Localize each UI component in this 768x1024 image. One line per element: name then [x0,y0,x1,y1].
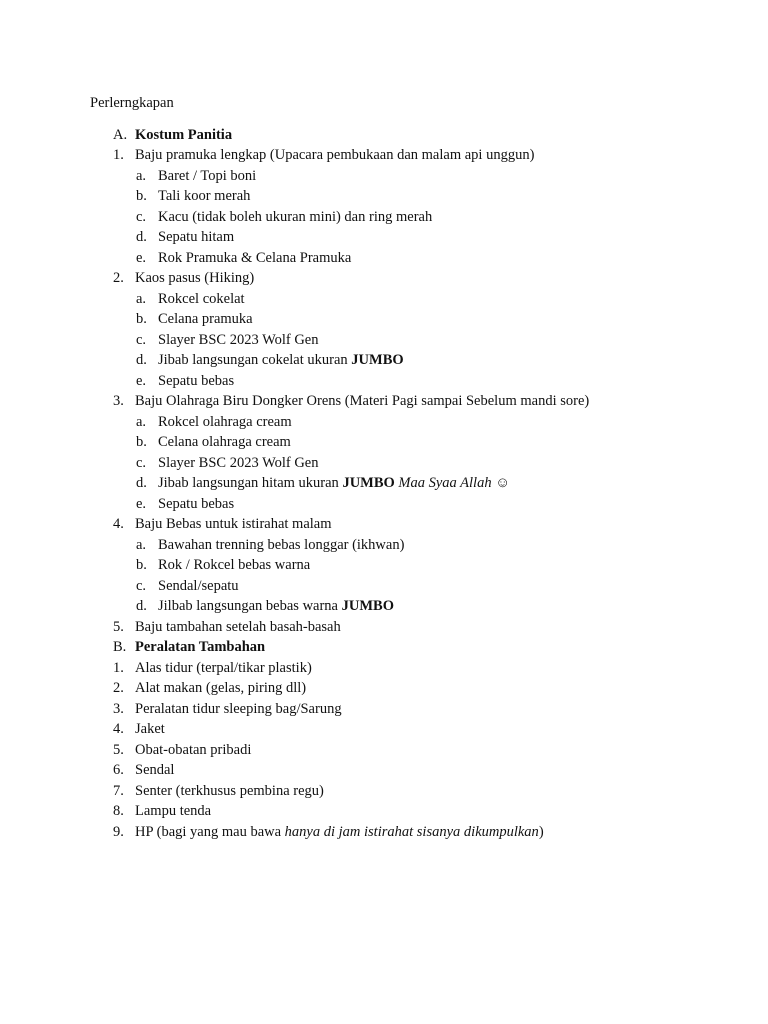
subitem-text: Sepatu hitam [158,229,235,245]
list-item-text [135,822,544,843]
subitem-text: Jilbab langsungan bebas warna [158,598,342,614]
list-marker: 1. [113,659,124,676]
subitem-text: Sepatu bebas [158,495,235,512]
list-item-text [158,555,310,576]
subitem-text: Jibab langsungan hitam ukuran [158,475,343,491]
subitem-bold-text: JUMBO [351,352,404,368]
list-item-text [158,350,404,371]
subitem-text: Rokcel cokelat [158,290,245,307]
subitem-text: Baret / Topi boni [158,167,257,184]
list-item-text [158,330,318,351]
list-marker: e. [136,249,147,266]
list-marker: 5. [113,618,124,635]
list-marker: B. [113,639,127,655]
list-marker: 1. [113,147,124,163]
list-item-text [158,473,510,494]
list-item-text [158,432,291,453]
list-item-text [158,412,292,433]
list-marker: b. [136,434,147,450]
item-text: Lampu tenda [135,803,212,819]
list-marker: A. [113,126,128,143]
list-item-text [135,801,211,822]
item-text: Baju Bebas untuk istirahat malam [135,516,332,532]
list-item-text [158,227,234,248]
subitem-text: Kacu (tidak boleh ukuran mini) dan ring merah [158,208,433,225]
item-text: Alas tidur (terpal/tikar plastik) [135,659,312,676]
list-item-text [135,719,165,740]
list-marker: c. [136,331,147,348]
item-text: Baju Olahraga Biru Dongker Orens (Materi Pagi sampai Sebelum mandi sore) [135,393,590,409]
list-item-text [135,145,534,166]
list-item-text [158,535,404,556]
list-marker: 4. [113,721,124,737]
subitem-text: Sepatu bebas [158,372,235,389]
list-marker: 8. [113,803,124,819]
list-marker: 7. [113,782,124,799]
list-item-text [158,207,432,228]
subitem-text: Celana olahraga cream [158,434,291,450]
item-text: Baju pramuka lengkap (Upacara pembukaan dan malam api unggun) [135,147,535,163]
subitem-text: Tali koor merah [158,188,251,204]
list-item-text [135,699,342,720]
list-item-text [158,453,318,474]
list-marker: 9. [113,823,124,840]
item-text: Senter (terkhusus pembina regu) [135,782,324,799]
list-item-text [135,514,332,535]
subitem-text: Rok Pramuka & Celana Pramuka [158,249,352,266]
list-marker: a. [136,290,147,307]
list-item-text [135,658,312,679]
item-text: Sendal [135,762,175,778]
list-item-text [158,289,245,310]
list-item-text [135,391,589,412]
list-item-text [158,576,239,597]
list-item-text [158,186,250,207]
item-text: Baju tambahan setelah basah-basah [135,618,341,635]
list-item-text [158,494,234,515]
subitem-text: Sendal/sepatu [158,577,239,594]
list-marker: d. [136,352,147,368]
section-heading-text: Kostum Panitia [135,126,233,143]
item-italic-text: hanya di jam istirahat sisanya dikumpulkan [284,823,539,840]
item-trailing-text: ) [538,823,544,840]
list-marker: d. [136,475,147,491]
list-marker: c. [136,208,147,225]
list-marker: e. [136,495,147,512]
subitem-text: Celana pramuka [158,311,253,327]
item-text: Peralatan tidur sleeping bag/Sarung [135,700,342,717]
item-text: Kaos pasus (Hiking) [135,270,255,286]
list-item-text [135,125,232,146]
list-item-text [135,637,265,658]
subitem-text: Jibab langsungan cokelat ukuran [158,352,352,368]
item-text: Obat-obatan pribadi [135,741,252,758]
list-item-text [135,740,251,761]
list-marker: c. [136,577,147,594]
list-marker: 2. [113,270,124,286]
subitem-text: Slayer BSC 2023 Wolf Gen [158,454,319,471]
list-marker: 6. [113,762,124,778]
list-item-text [158,371,234,392]
document-title: Perlerngkapan [90,95,174,111]
subitem-bold-text: JUMBO [341,598,394,614]
list-item-text [135,781,324,802]
list-item-text [135,678,306,699]
list-item-text [135,268,254,289]
subitem-bold-text: JUMBO [342,475,395,491]
subitem-italic-text: Maa Syaa Allah ☺ [394,475,511,491]
section-heading-text: Peralatan Tambahan [135,639,266,655]
list-marker: d. [136,598,147,614]
list-marker: b. [136,557,147,573]
list-marker: 5. [113,741,124,758]
list-marker: 4. [113,516,124,532]
subitem-text: Rokcel olahraga cream [158,413,292,430]
item-text: Alat makan (gelas, piring dll) [135,680,307,696]
subitem-text: Slayer BSC 2023 Wolf Gen [158,331,319,348]
list-item-text [135,617,341,638]
list-marker: 3. [113,393,124,409]
item-text: HP (bagi yang mau bawa [135,823,285,840]
list-marker: b. [136,311,147,327]
list-marker: d. [136,229,147,245]
list-marker: a. [136,536,147,553]
list-item-text [158,596,394,617]
subitem-text: Rok / Rokcel bebas warna [158,557,311,573]
list-marker: a. [136,167,147,184]
list-item-text [158,166,256,187]
subitem-text: Bawahan trenning bebas longgar (ikhwan) [158,536,405,553]
list-marker: a. [136,413,147,430]
list-marker: c. [136,454,147,471]
list-item-text [158,309,253,330]
item-text: Jaket [135,721,165,737]
list-marker: 3. [113,700,124,717]
list-item-text [158,248,351,269]
list-marker: b. [136,188,147,204]
list-marker: 2. [113,680,124,696]
list-item-text [135,760,174,781]
list-marker: e. [136,372,147,389]
